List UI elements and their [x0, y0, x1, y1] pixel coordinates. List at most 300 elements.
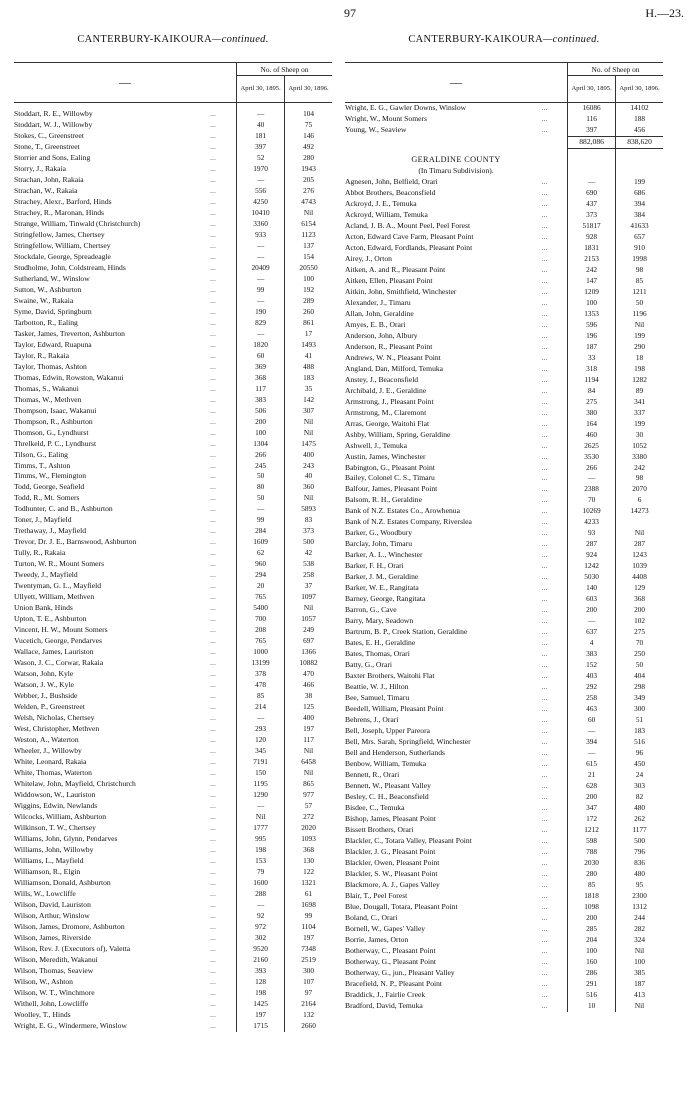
leader-dots: ...: [541, 616, 548, 626]
owner-name: Aitkin, John, Smithfield, Winchester: [345, 286, 457, 296]
sheep-1895: 4250: [237, 197, 285, 208]
sheep-1896: 57: [285, 801, 332, 812]
table-row: [14, 526, 332, 537]
table-row: [345, 605, 663, 616]
table-row: [14, 779, 332, 790]
owner-name: Acland, J. B. A., Mount Peel, Peel Forest: [345, 220, 471, 230]
owner-name: Wilson, Thomas, Seaview: [14, 965, 94, 975]
owner-name: Benbow, William, Temuka: [345, 759, 427, 769]
table-row: [14, 735, 332, 746]
sheep-1896: 307: [285, 406, 332, 417]
table-row: [345, 484, 663, 495]
owner-name: Wilson, W., Ashton: [14, 976, 73, 986]
table-row: [14, 603, 332, 614]
sheep-1895: 92: [237, 911, 285, 922]
leader-dots: ...: [541, 103, 548, 112]
leader-dots: ...: [210, 449, 216, 459]
sheep-1896: 368: [616, 594, 663, 605]
leader-dots: ...: [210, 1020, 216, 1030]
table-row: [345, 814, 663, 825]
table-row: [345, 419, 663, 430]
table-row: [14, 548, 332, 559]
sheep-1895: 266: [568, 463, 616, 474]
table-row: [14, 263, 332, 274]
sheep-1895: 1777: [237, 823, 285, 834]
owner-name: Bisdee, C., Temuka: [345, 803, 405, 813]
table-row: [14, 164, 332, 175]
leader-dots: ...: [210, 680, 216, 690]
col-1895-header: April 30, 1895.: [568, 76, 616, 103]
table-row: [345, 177, 663, 188]
sheep-1895: 93: [568, 528, 616, 539]
table-row: [345, 276, 663, 287]
table-row: [345, 397, 663, 408]
owner-name: Blackler, S. W., Pleasant Point: [345, 868, 438, 878]
sheep-1896: 516: [616, 737, 663, 748]
sheep-1896: 470: [285, 669, 332, 680]
leader-dots: ...: [210, 240, 216, 250]
table-row: [345, 561, 663, 572]
leader-dots: ...: [541, 890, 548, 900]
leader-dots: ...: [210, 548, 216, 558]
owner-name: Angland, Dan, Milford, Temuka: [345, 363, 444, 373]
leader-dots: ...: [541, 297, 548, 307]
owner-name: Blackmore, A. J., Gapes Valley: [345, 879, 440, 889]
table-row: [14, 669, 332, 680]
sheep-1896: 1366: [285, 647, 332, 658]
leader-dots: ...: [210, 987, 216, 997]
sheep-1896: 122: [285, 867, 332, 878]
sheep-1896: 2070: [616, 484, 663, 495]
sheep-1896: 2300: [616, 891, 663, 902]
owner-name: Barker, W. E., Rangitata: [345, 583, 419, 593]
owner-name: Barry, Mary, Seadown: [345, 616, 414, 626]
sheep-1895: 20409: [237, 263, 285, 274]
leader-dots: ...: [210, 691, 216, 701]
table-row: [14, 746, 332, 757]
table-row: [14, 439, 332, 450]
sheep-1896: 14273: [616, 506, 663, 517]
sheep-1895: —: [237, 900, 285, 911]
sheep-1895: 4233: [568, 517, 616, 528]
table-row: [345, 660, 663, 671]
sheep-1895: 16086: [568, 103, 616, 114]
leader-dots: ...: [210, 130, 216, 140]
leader-dots: ...: [210, 965, 216, 975]
owner-name: Strachan, W., Rakaia: [14, 185, 78, 195]
table-row: [14, 988, 332, 999]
sheep-1895: 284: [237, 526, 285, 537]
owner-name: Babington, G., Pleasant Point: [345, 462, 435, 472]
leader-dots: ...: [541, 209, 548, 219]
sheep-1896: 154: [285, 252, 332, 263]
table-row: [345, 946, 663, 957]
owner-name: Allan, John, Geraldine: [345, 308, 414, 318]
owner-name: Stockdale, George, Spreadeagle: [14, 251, 111, 261]
owner-name: Balfour, James, Pleasant Point: [345, 484, 438, 494]
sheep-1896: 303: [616, 781, 663, 792]
table-row: [14, 340, 332, 351]
leader-dots: ...: [541, 967, 548, 977]
leader-dots: ...: [541, 113, 548, 123]
owner-name: Beattie, W. J., Hilton: [345, 682, 409, 692]
owner-name: Swaine, W., Rakaia: [14, 295, 74, 305]
leader-dots: ...: [210, 954, 216, 964]
table-row: [14, 768, 332, 779]
sheep-1895: 120: [237, 735, 285, 746]
owner-name: Bissett Brothers, Orari: [345, 824, 414, 834]
sheep-1895: 302: [237, 933, 285, 944]
table-row: [14, 790, 332, 801]
sheep-1895: 80: [237, 482, 285, 493]
owner-name: Woolley, T., Hinds: [14, 1009, 71, 1019]
owner-name: Wason, J. C., Corwar, Rakaia: [14, 658, 104, 668]
leader-dots: ...: [541, 352, 548, 362]
sheep-1896: 1321: [285, 878, 332, 889]
sheep-1896: 199: [616, 419, 663, 430]
table-row: [14, 614, 332, 625]
sheep-1896: 20550: [285, 263, 332, 274]
leader-dots: ...: [541, 781, 548, 791]
sheep-1896: 1104: [285, 922, 332, 933]
sheep-1895: 596: [568, 320, 616, 331]
sheep-1895: 70: [568, 495, 616, 506]
leader-dots: ...: [541, 715, 548, 725]
owner-name: White, Thomas, Waterton: [14, 768, 92, 778]
table-row: [14, 999, 332, 1010]
table-row: [345, 627, 663, 638]
sheep-1896: 24: [616, 770, 663, 781]
owner-name: Barney, George, Rangitata: [345, 594, 426, 604]
sheep-1896: 404: [616, 671, 663, 682]
leader-dots: ...: [210, 405, 216, 415]
leader-dots: ...: [210, 174, 216, 184]
owner-name: Thomas, S., Wakanui: [14, 383, 79, 393]
owner-name: Timms, T., Ashton: [14, 460, 71, 470]
sheep-1896: 341: [616, 397, 663, 408]
owner-name: Welden, P., Greenstreet: [14, 702, 85, 712]
sheep-1895: 40: [237, 120, 285, 131]
leader-dots: ...: [541, 429, 548, 439]
sheep-1896: 6154: [285, 219, 332, 230]
sheep-1895: 380: [568, 408, 616, 419]
owner-name: Ashwell, J., Temuka: [345, 440, 407, 450]
table-row: [14, 515, 332, 526]
table-row: [14, 702, 332, 713]
table-row: [14, 482, 332, 493]
table-row: [14, 241, 332, 252]
sheep-1895: 516: [568, 990, 616, 1001]
leader-dots: ...: [541, 814, 548, 823]
sheep-1895: 285: [568, 924, 616, 935]
sheep-1895: —: [237, 801, 285, 812]
owner-name: Whitelaw, John, Mayfield, Christchurch: [14, 779, 136, 789]
owner-name: Barker, A. L., Winchester: [345, 550, 423, 560]
table-row: [14, 570, 332, 581]
sheep-1895: 208: [237, 625, 285, 636]
left-column: [14, 26, 332, 1032]
sheep-1895: 5400: [237, 603, 285, 614]
leader-dots: ...: [541, 319, 548, 329]
sheep-1896: 205: [285, 175, 332, 186]
leader-dots: ...: [541, 363, 548, 373]
owner-name: Wills, W., Lowcliffe: [14, 888, 76, 898]
leader-dots: ...: [210, 921, 216, 931]
leader-dots: ...: [541, 231, 548, 241]
owner-name: Bee, Samuel, Timaru: [345, 693, 410, 703]
leader-dots: ...: [210, 471, 216, 481]
sheep-1895: 2153: [568, 254, 616, 265]
sheep-1895: 21: [568, 770, 616, 781]
sheep-1895: 972: [237, 922, 285, 933]
right-column: [345, 26, 663, 1012]
sheep-1896: 324: [616, 935, 663, 946]
sheep-1895: 383: [237, 395, 285, 406]
leader-dots: ...: [541, 693, 548, 703]
sheep-1896: 183: [285, 373, 332, 384]
owner-name: Bishop, James, Pleasant Point: [345, 814, 436, 823]
sheep-1895: 280: [568, 869, 616, 880]
leader-dots: ...: [541, 748, 548, 758]
owner-name: Stoddart, W. J., Willowby: [14, 119, 93, 129]
table-row: [14, 428, 332, 439]
table-row: [345, 298, 663, 309]
sheep-1896: 35: [285, 384, 332, 395]
sheep-1896: 98: [616, 265, 663, 276]
table-row: [14, 537, 332, 548]
sheep-1896: 249: [285, 625, 332, 636]
table-row: [345, 825, 663, 836]
sheep-1895: 100: [568, 298, 616, 309]
owner-name: Strachan, John, Rakaia: [14, 174, 84, 184]
owner-name: Abbot Brothers, Beaconsfield: [345, 187, 436, 197]
sheep-1896: 1039: [616, 561, 663, 572]
sheep-1896: 98: [616, 473, 663, 484]
owner-name: Wilcocks, William, Ashburton: [14, 812, 107, 821]
table-row: [345, 539, 663, 550]
owner-name: West, Christopher, Methven: [14, 724, 100, 734]
sheep-1895: 1353: [568, 309, 616, 320]
table-row: [14, 450, 332, 461]
sheep-1895: 196: [568, 331, 616, 342]
leader-dots: ...: [210, 141, 216, 151]
sheep-1895: 200: [237, 417, 285, 428]
sheep-1895: 2388: [568, 484, 616, 495]
owner-name: Thompson, R., Ashburton: [14, 416, 93, 426]
leader-dots: ...: [210, 888, 216, 898]
leader-dots: ...: [210, 570, 216, 580]
leader-dots: ...: [541, 253, 548, 263]
sheep-1896: 4408: [616, 572, 663, 583]
sheep-1895: 690: [568, 188, 616, 199]
table-row: [345, 594, 663, 605]
sheep-1895: 3530: [568, 452, 616, 463]
owner-name: Weston, A., Waterton: [14, 735, 79, 745]
leader-dots: ...: [210, 196, 216, 206]
table-row: [345, 408, 663, 419]
table-row: [345, 847, 663, 858]
sheep-1895: —: [237, 329, 285, 340]
owner-name: Tweedy, J., Mayfield: [14, 570, 78, 580]
sheep-1896: 183: [616, 726, 663, 737]
owner-name: Bell and Henderson, Sutherlands: [345, 748, 445, 758]
table-row: [14, 1010, 332, 1021]
leader-dots: ...: [210, 812, 216, 821]
leader-dots: ...: [210, 295, 216, 305]
leader-dots: ...: [541, 440, 548, 450]
sheep-1896: 70: [616, 638, 663, 649]
leader-dots: ...: [210, 350, 216, 360]
sheep-1896: 861: [285, 318, 332, 329]
sheep-1896: 192: [285, 285, 332, 296]
page-number: 97: [344, 6, 356, 20]
sheep-1896: 400: [285, 450, 332, 461]
sheep-1895: 258: [568, 693, 616, 704]
table-row: [345, 463, 663, 474]
leader-dots: ...: [210, 229, 216, 239]
sheep-1896: 456: [616, 125, 663, 136]
sheep-1896: Nil: [285, 603, 332, 614]
sheep-1896: 200: [616, 605, 663, 616]
county-heading: GERALDINE COUNTY: [411, 154, 501, 164]
table-row: [345, 309, 663, 320]
owner-name: Acton, Edward Cave Farm, Pleasant Point: [345, 231, 474, 241]
table-row: [345, 671, 663, 682]
sheep-1895: 85: [568, 880, 616, 891]
table-row: [345, 726, 663, 737]
owner-name: Syme, David, Springburn: [14, 306, 92, 316]
sheep-1896: 1243: [616, 550, 663, 561]
sheep-1895: 637: [568, 627, 616, 638]
sheep-1896: 500: [285, 537, 332, 548]
table-row: [14, 1021, 332, 1032]
sheep-1895: —: [237, 241, 285, 252]
sheep-1895: 347: [568, 803, 616, 814]
leader-dots: ...: [210, 746, 216, 756]
leader-dots: ...: [210, 438, 216, 448]
leader-dots: ...: [210, 735, 216, 745]
sheep-1895: 10410: [237, 208, 285, 219]
sheep-1895: —: [568, 616, 616, 627]
table-row: [345, 265, 663, 276]
leader-dots: ...: [541, 770, 548, 780]
sheep-1896: 38: [285, 691, 332, 702]
sheep-1896: 384: [616, 210, 663, 221]
sheep-1895: 190: [237, 307, 285, 318]
leader-dots: ...: [210, 779, 216, 789]
owner-name: Todd, R., Mt. Somers: [14, 493, 80, 503]
sheep-1896: 3380: [616, 452, 663, 463]
sheep-1896: 10882: [285, 658, 332, 669]
sheep-1895: 628: [568, 781, 616, 792]
sheep-1896: Nil: [285, 746, 332, 757]
sheep-1895: 765: [237, 592, 285, 603]
sheep-1895: 397: [237, 142, 285, 153]
sheep-1895: 153: [237, 856, 285, 867]
sheep-1895: —: [568, 748, 616, 759]
leader-dots: ...: [541, 308, 548, 318]
sheep-1895: 7191: [237, 757, 285, 768]
table-row: [14, 351, 332, 362]
sheep-1896: 289: [285, 296, 332, 307]
sheep-1896: Nil: [616, 1001, 663, 1012]
leader-dots: ...: [541, 726, 548, 736]
sheep-1895: 198: [237, 988, 285, 999]
leader-dots: ...: [541, 945, 548, 955]
sheep-1896: 276: [285, 186, 332, 197]
sheep-1895: 147: [568, 276, 616, 287]
sheep-1895: 200: [568, 792, 616, 803]
sheep-1895: 242: [568, 265, 616, 276]
sheep-1895: 200: [568, 605, 616, 616]
sheep-1895: —: [237, 175, 285, 186]
leader-dots: ...: [210, 207, 216, 217]
leader-dots: ...: [210, 866, 216, 876]
sheep-1896: 282: [616, 924, 663, 935]
owner-name: Tully, R., Rakaia: [14, 548, 66, 558]
owner-name: Todd, George, Seafield: [14, 482, 85, 492]
table-row: [14, 131, 332, 142]
sheep-1896: 51: [616, 715, 663, 726]
leader-dots: ...: [541, 528, 548, 538]
table-row: [345, 210, 663, 221]
table-row: [14, 922, 332, 933]
left-section-title: CANTERBURY-KAIKOURA—continued.: [77, 34, 269, 45]
table-row: [14, 636, 332, 647]
leader-dots: ...: [541, 912, 548, 922]
sheep-1895: 556: [237, 186, 285, 197]
table-row: [345, 803, 663, 814]
leader-dots: ...: [210, 669, 216, 679]
sheep-1895: 9520: [237, 944, 285, 955]
owner-name: Bates, Thomas, Orari: [345, 649, 410, 659]
sheep-1895: 13199: [237, 658, 285, 669]
owner-name: Bornell, W., Gapes' Valley: [345, 923, 426, 933]
leader-dots: ...: [541, 506, 548, 516]
leader-dots: ...: [541, 627, 548, 637]
table-row: [345, 353, 663, 364]
sheep-1896: 85: [616, 276, 663, 287]
table-row: [14, 373, 332, 384]
sheep-1896: 30: [616, 430, 663, 441]
owner-name: Wilkinson, T. W., Chertsey: [14, 822, 96, 832]
col-1896-header: April 30, 1896.: [616, 76, 663, 103]
sheep-1895: 100: [237, 428, 285, 439]
sheep-1896: 197: [285, 933, 332, 944]
sheep-1896: 129: [616, 583, 663, 594]
owner-name: Trevor, Dr. J. E., Barnswood, Ashburton: [14, 537, 137, 547]
owner-name: Blackler, J. G., Pleasant Point: [345, 846, 436, 856]
sheep-1895: 85: [237, 691, 285, 702]
leader-dots: ...: [541, 956, 548, 966]
sheep-1895: 960: [237, 559, 285, 570]
leader-dots: ...: [210, 592, 216, 602]
owner-name: Vucetich, George, Pendarves: [14, 636, 102, 646]
table-row: [345, 902, 663, 913]
sheep-1896: 117: [285, 735, 332, 746]
sheep-1895: —: [237, 296, 285, 307]
sheep-1896: 657: [616, 232, 663, 243]
owner-name: Barker, F. H., Orari: [345, 561, 404, 571]
sheep-1896: 492: [285, 142, 332, 153]
owner-name: Anderson, R., Pleasant Point: [345, 341, 433, 351]
table-row: [14, 296, 332, 307]
leader-dots: ...: [210, 383, 216, 393]
owner-name: Wilson, James, Dromore, Ashburton: [14, 921, 125, 931]
sheep-1896: 1998: [616, 254, 663, 265]
sheep-1896: 466: [285, 680, 332, 691]
sheep-1896: 275: [616, 627, 663, 638]
